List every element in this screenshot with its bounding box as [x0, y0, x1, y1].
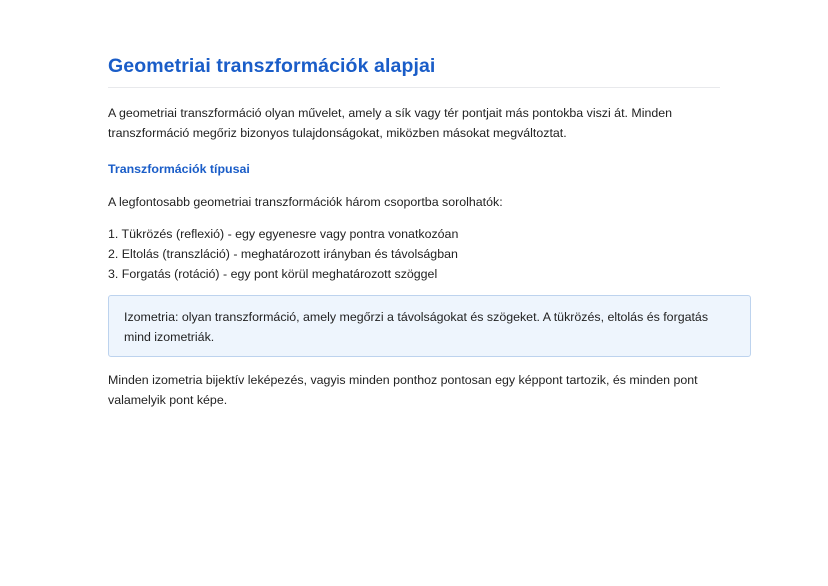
transformation-list [108, 224, 458, 284]
list-item: 2. Eltolás (transzláció) - meghatározott irányban és távolságban [108, 247, 458, 261]
list-item: 1. Tükrözés (reflexió) - egy egyenesre vagy pontra vonatkozóan [108, 227, 459, 241]
isometry-note-box: Izometria: olyan transzformáció, amely megőrzi a távolságokat és szögeket. A tükrözés, eltolás és forgatás mind izometriák. [108, 295, 751, 357]
closing-paragraph: Minden izometria bijektív leképezés, vagyis minden ponthoz pontosan egy képpont tartozik, és minden pont valamelyik pont képe. [108, 373, 698, 407]
title-divider [108, 87, 720, 88]
intro-paragraph: A geometriai transzformáció olyan művelet, amely a sík vagy tér pontjait más pontokba viszi át. Minden transzformáció megőriz bizonyos tulajdonságokat, miközben másokat megváltoztat. [108, 106, 673, 140]
list-item: 3. Forgatás (rotáció) - egy pont körül meghatározott szöggel [108, 267, 438, 281]
section-intro-paragraph: A legfontosabb geometriai transzformációk három csoportba sorolhatók: [108, 195, 503, 209]
section-heading: Transzformációk típusai [108, 162, 250, 176]
page-title: Geometriai transzformációk alapjai [108, 55, 436, 77]
